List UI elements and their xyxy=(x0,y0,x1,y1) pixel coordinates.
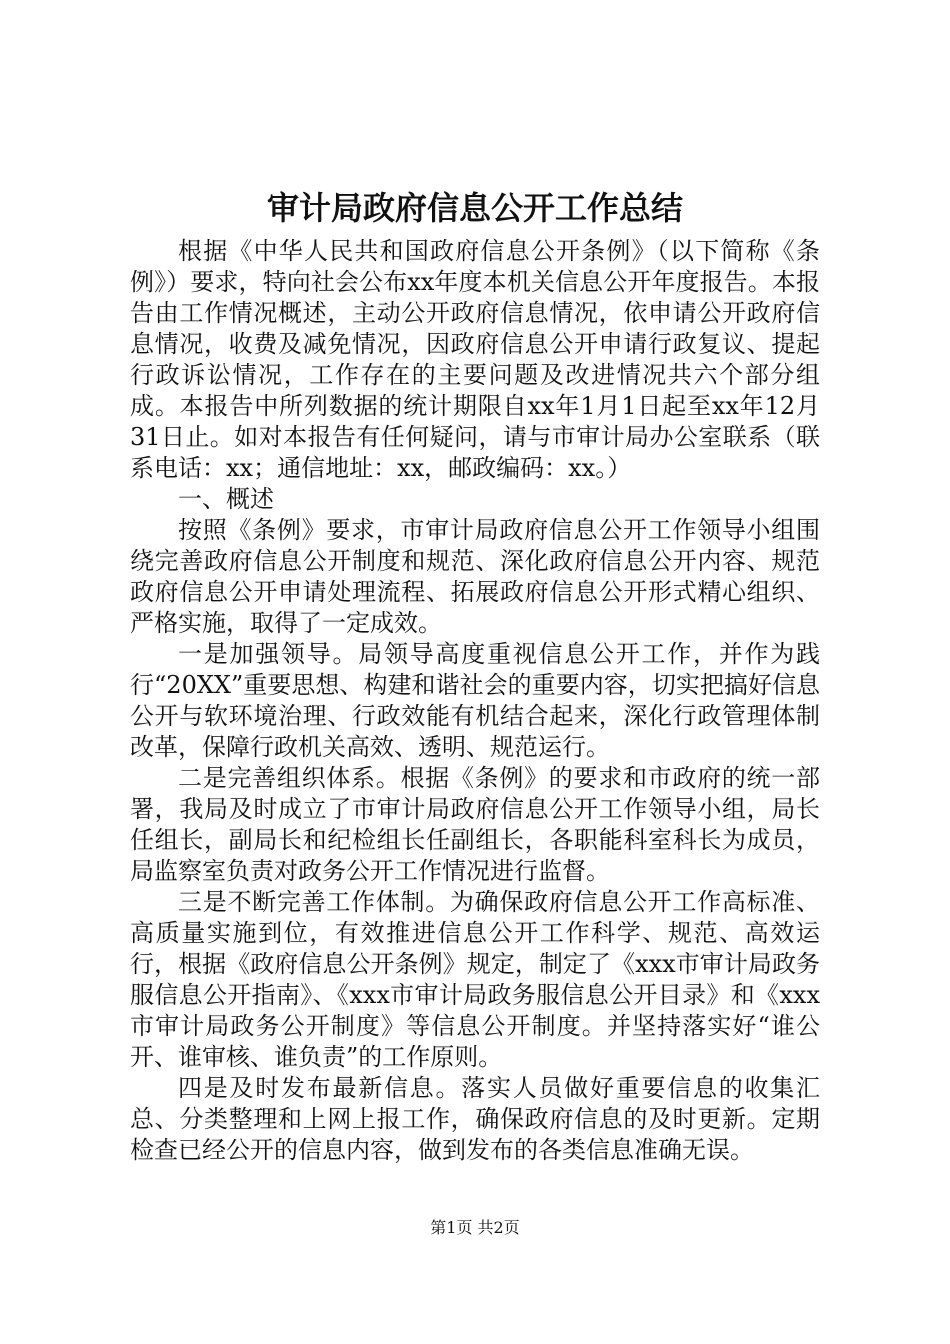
paragraph-point-2: 二是完善组织体系。根据《条例》的要求和市政府的统一部署，我局及时成立了市审计局政府信息公开工作领导小组，局长任组长，副局长和纪检组长任副组长，各职能科室科长为成员，局监察室负责对政务公开工作情况进行监督。 xyxy=(130,764,820,885)
document-title: 审计局政府信息公开工作总结 xyxy=(266,189,683,227)
document-body xyxy=(130,236,820,1166)
section-heading-overview: 一、概述 xyxy=(178,485,274,513)
paragraph-point-4: 四是及时发布最新信息。落实人员做好重要信息的收集汇总、分类整理和上网上报工作，确保政府信息的及时更新。定期检查已经公开的信息内容，做到发布的各类信息准确无误。 xyxy=(130,1074,820,1164)
paragraph-intro: 根据《中华人民共和国政府信息公开条例》（以下简称《条例》）要求，特向社会公布xx年度本机关信息公开年度报告。本报告由工作情况概述，主动公开政府信息情况，依申请公开政府信息情况，收费及减免情况，因政府信息公开申请行政复议、提起行政诉讼情况，工作存在的主要问题及改进情况共六个部分组成。本报告中所列数据的统计期限自xx年1月1日起至xx年12月31日止。如对本报告有任何疑问，请与市审计局办公室联系（联系电话：xx；通信地址：xx，邮政编码：xx。） xyxy=(130,237,820,482)
paragraph-point-3: 三是不断完善工作体制。为确保政府信息公开工作高标准、高质量实施到位，有效推进信息公开工作科学、规范、高效运行，根据《政府信息公开条例》规定，制定了《xxx市审计局政务服信息公开指南》、《xxx市审计局政务服信息公开目录》和《xxx市审计局政务公开制度》等信息公开制度。并坚持落实好“谁公开、谁审核、谁负责”的工作原则。 xyxy=(130,888,820,1071)
paragraph-point-1: 一是加强领导。局领导高度重视信息公开工作，并作为践行“20XX”重要思想、构建和谐社会的重要内容，切实把搞好信息公开与软环境治理、行政效能有机结合起来，深化行政管理体制改革，保障行政机关高效、透明、规范运行。 xyxy=(130,640,820,761)
paragraph-overview: 按照《条例》要求，市审计局政府信息公开工作领导小组围绕完善政府信息公开制度和规范、深化政府信息公开内容、规范政府信息公开申请处理流程、拓展政府信息公开形式精心组织、严格实施，取得了一定成效。 xyxy=(130,516,820,637)
page-number-footer: 第1页 共2页 xyxy=(430,1218,520,1237)
